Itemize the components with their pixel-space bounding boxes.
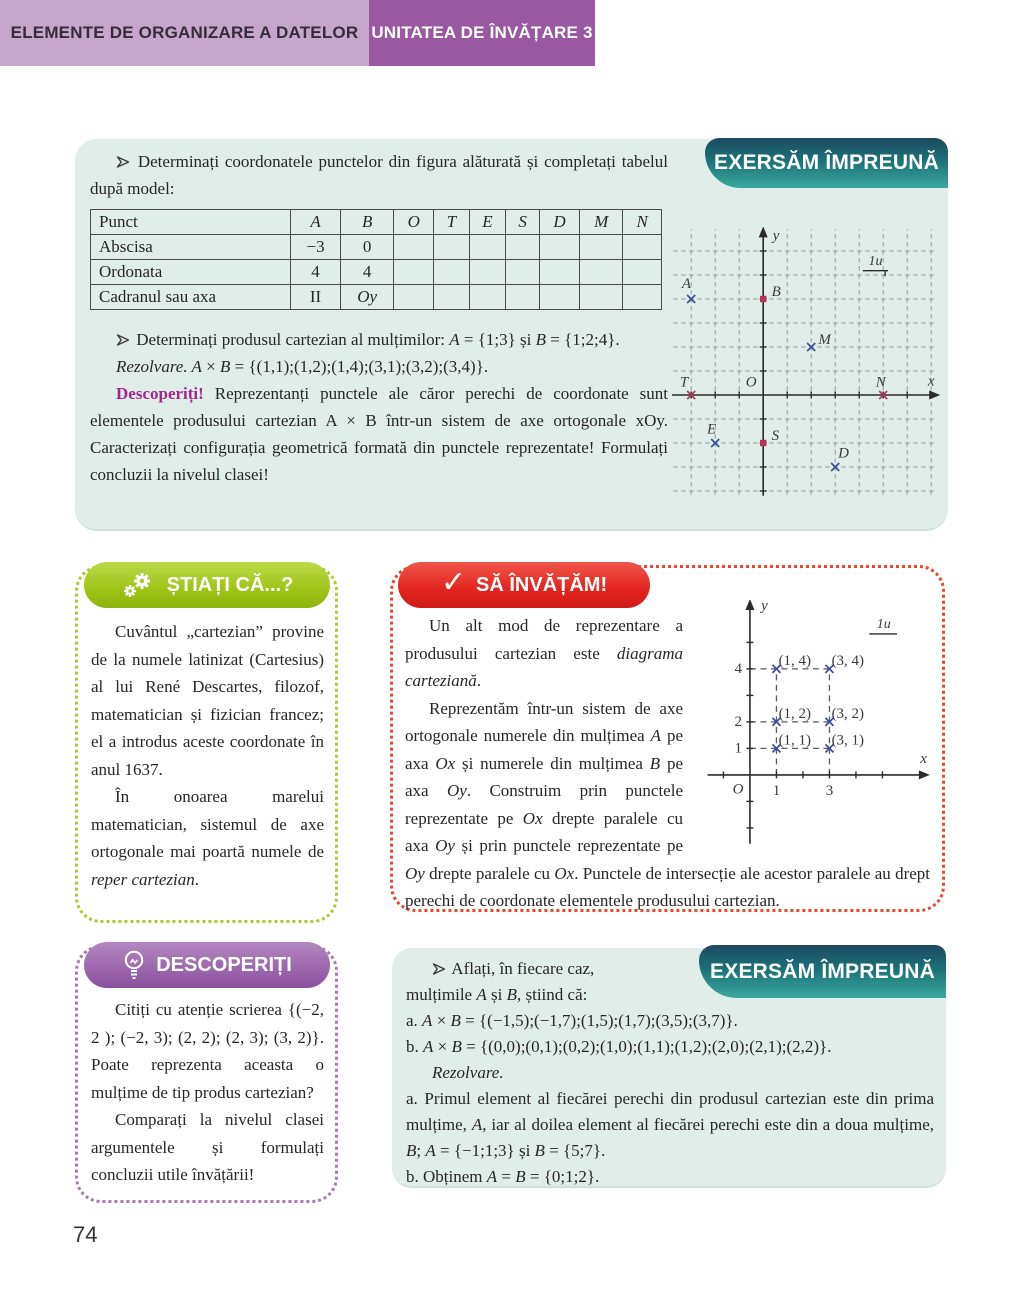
page-number: 74	[73, 1222, 98, 1247]
svg-text:O: O	[732, 781, 744, 798]
exersam2-rezolvare: Rezolvare.	[432, 1063, 504, 1082]
table-row: Ordonata 4 4	[91, 260, 662, 285]
exercise1-intro: Determinați coordonatele punctelor din figura alăturată și completați tabelul după model:	[90, 152, 668, 198]
svg-text:1: 1	[734, 740, 742, 757]
exersam2-solution-b: b. Obținem A = B = {0;1;2}.	[406, 1167, 600, 1186]
exercise2-discover: Descoperiți! Reprezentanți punctele ale căror perechi de coordonate sunt elementele produsului cartezian A × B într-un sistem de axe ortogonale xOy. Caracterizați configurația geometrică formată din punctele reprezentate! Formulați concluzii la nivelul clasei!	[90, 384, 668, 484]
stiati-paragraph-1: Cuvântul „cartezian” provine de la numele latinizat (Cartesius) al lui René Descartes, filozof, matematician și fizician francez; el a introdus aceste coordonate în anul 1637.	[91, 622, 324, 779]
header-unit-title: UNITATEA DE ÎNVĂȚARE 3	[369, 0, 595, 66]
exersam2-solution-a: a. Primul element al fiecărei perechi din produsul cartezian este din prima mulțime, A, iar al doilea element al fiecărei perechi este din a doua mulțime, B; A = {−1;1;3} și B = {5;7}.	[406, 1089, 934, 1160]
stiati-paragraph-2: În onoarea marelui matematician, sistemul de axe ortogonale mai poartă numele de reper cartezian.	[91, 787, 324, 889]
svg-text:D: D	[838, 445, 850, 462]
svg-text:2: 2	[734, 713, 742, 730]
svg-text:(1, 1): (1, 1)	[778, 732, 812, 749]
svg-text:(3, 1): (3, 1)	[831, 732, 865, 749]
svg-text:B: B	[771, 284, 781, 301]
exersam-panel-bottom	[392, 948, 946, 1188]
svg-text:(1, 2): (1, 2)	[778, 705, 812, 722]
descoperiti-box	[75, 945, 338, 1203]
svg-text:4: 4	[734, 660, 742, 677]
invatam-paragraph-1: Un alt mod de reprezentare a produsului cartezian este diagrama carteziană.	[405, 616, 683, 690]
stiati-ca-box	[75, 565, 338, 923]
svg-text:1: 1	[772, 782, 781, 799]
exersam-panel-top	[75, 139, 948, 531]
sa-invatam-badge	[398, 562, 650, 608]
descoperiti-badge-label: DESCOPERIȚI	[156, 953, 292, 976]
sa-invatam-box	[390, 565, 945, 912]
exersam2-intro: Aflați, în fiecare caz, mulțimile A și B, știind că:	[406, 959, 595, 1004]
arrow-bullet-icon	[116, 334, 130, 346]
svg-text:x: x	[927, 373, 935, 390]
svg-text:N: N	[875, 374, 886, 391]
table-row: Cadranul sau axa II Oy	[91, 285, 662, 310]
svg-text:y: y	[772, 228, 780, 245]
exercise-text-block	[90, 148, 668, 488]
svg-text:(1, 4): (1, 4)	[778, 652, 812, 669]
descoperiti-paragraph-2: Comparați la nivelul clasei argumentele și formulați concluzii utile învățării!	[91, 1110, 324, 1184]
table-header-row: Punct A B O T E S D M N	[91, 210, 662, 235]
svg-text:M: M	[818, 332, 831, 349]
svg-text:S: S	[771, 428, 780, 445]
cartesian-diagram-wrap	[689, 600, 930, 846]
stiati-ca-badge	[84, 562, 330, 608]
descoperiti-paragraph-1: Citiți cu atenție scrierea {(−2, 2 ); (−2, 3); (2, 2); (2, 3); (3, 2)}. Poate reprezenta aceasta o mulțime de tip produs cartezian?	[91, 1000, 324, 1102]
invatam-paragraph-2: Reprezentăm într-un sistem de axe ortogonale numerele din mulțimea A pe axa Ox și numerele din mulțimea B pe axa Oy. Construim prin punctele reprezentate pe Ox drepte paralele cu axa Oy și prin punctele reprezentate pe Oy drepte paralele cu Ox. Punctele de intersecție ale acestor paralele au drept perechi de coordonate elementele produsului cartezian.	[405, 698, 931, 910]
lightbulb-icon	[122, 949, 146, 981]
svg-text:1u: 1u	[876, 616, 891, 632]
exersam-badge-top-label: EXERSĂM ÎMPREUNĂ	[714, 151, 939, 174]
exercise2-statement: Determinați produsul cartezian al mulțimilor: A = {1;3} și B = {1;2;4}.	[90, 326, 668, 353]
table-row: Abscisa −3 0	[91, 235, 662, 260]
checkmark-icon: ✓	[440, 565, 467, 600]
points-table	[90, 209, 662, 310]
svg-text:1u: 1u	[868, 253, 883, 269]
exersam2-item-a: a. A × B = {(−1,5);(−1,7);(1,5);(1,7);(3,5);(3,7)}.	[406, 1011, 738, 1030]
descoperiti-badge	[84, 942, 330, 988]
svg-text:x: x	[920, 750, 927, 767]
svg-text:O: O	[745, 374, 757, 391]
sa-invatam-text	[393, 565, 942, 915]
exersam-badge-top	[705, 138, 948, 188]
svg-text:3: 3	[825, 782, 834, 799]
exersam-badge-bottom	[699, 945, 946, 998]
exercise2-solution: Rezolvare. A × B = {(1,1);(1,2);(1,4);(3,1);(3,2);(3,4)}.	[116, 357, 489, 376]
arrow-bullet-icon	[116, 156, 130, 168]
exersam-badge-bottom-label: EXERSĂM ÎMPREUNĂ	[710, 959, 935, 983]
stiati-ca-text	[78, 568, 335, 893]
svg-text:E: E	[707, 421, 717, 438]
svg-text:(3, 4): (3, 4)	[831, 652, 865, 669]
gears-icon	[121, 570, 157, 600]
svg-text:T: T	[679, 374, 689, 391]
exersam2-item-b: b. A × B = {(0,0);(0,1);(0,2);(1,0);(1,1);(1,2);(2,0);(2,1);(2,2)}.	[406, 1037, 832, 1056]
arrow-bullet-icon	[432, 963, 446, 975]
svg-text:(3, 2): (3, 2)	[831, 705, 865, 722]
svg-text:A: A	[681, 276, 691, 293]
svg-text:y: y	[761, 600, 768, 615]
coordinate-grid-figure	[672, 227, 940, 496]
stiati-ca-badge-label: ȘTIAȚI CĂ...?	[166, 573, 294, 596]
header-chapter-title: ELEMENTE DE ORGANIZARE A DATELOR	[0, 0, 369, 66]
sa-invatam-badge-label: SĂ ÎNVĂȚĂM!	[476, 573, 608, 596]
cartesian-diagram-figure	[689, 600, 930, 846]
